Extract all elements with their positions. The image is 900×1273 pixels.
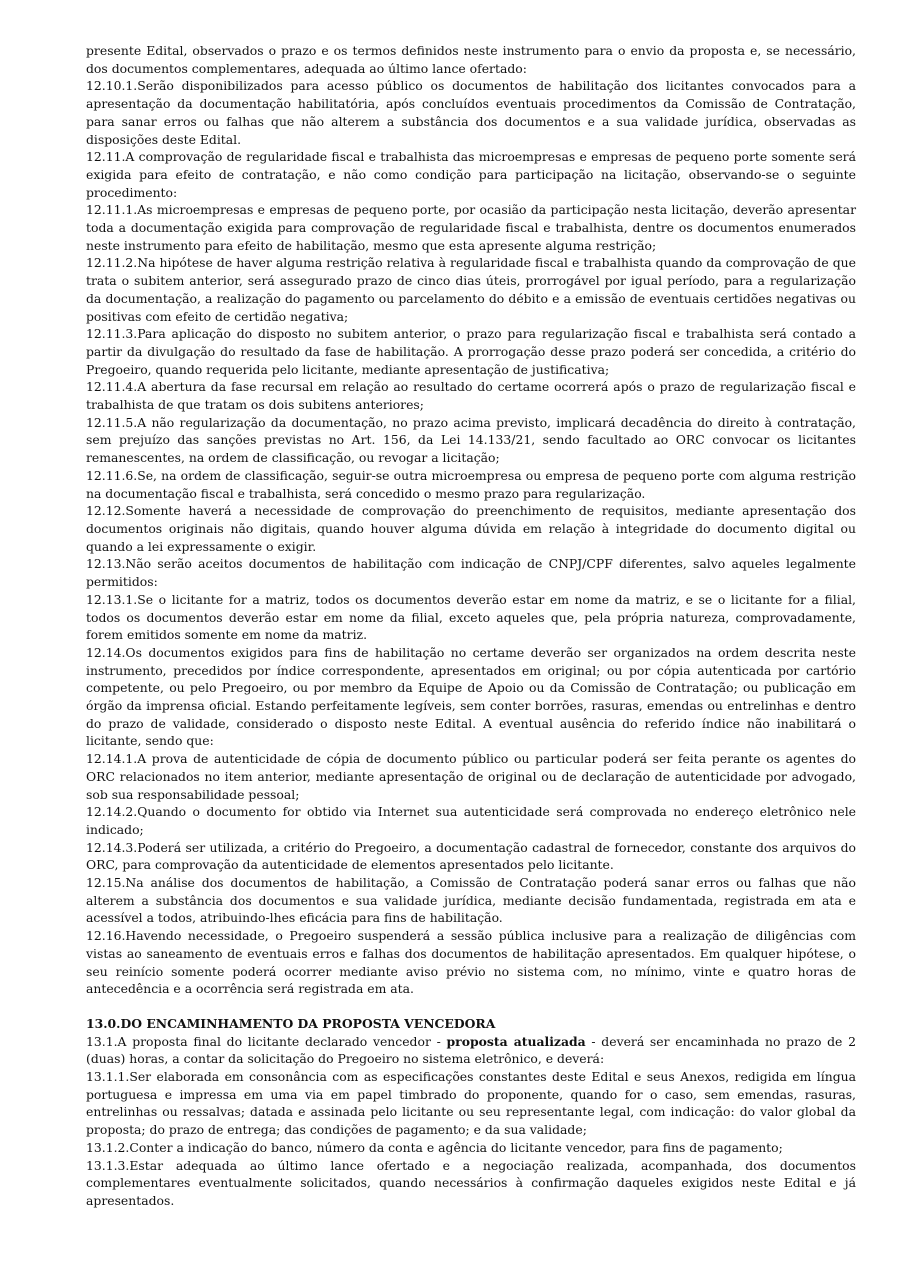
paragraph-12-11: 12.11.A comprovação de regularidade fiscal e trabalhista das microempresas e empresas de pequeno porte somente será exigida para efeito de contratação, e não como condição para participação na licitação, observando-se o seguinte procedimento: (86, 149, 856, 200)
paragraph-13-1-lead: 13.1.A proposta final do licitante declarado vencedor - (86, 1033, 447, 1049)
paragraph-12-14: 12.14.Os documentos exigidos para fins de habilitação no certame deverão ser organizados na ordem descrita neste instrumento, precedidos por índice correspondente, apresentados em original; ou por cópia autenticada por cartório competente, ou pelo Pregoeiro, ou por membro da Equipe de Apoio ou da Comissão de Contratação; ou publicação em órgão da imprensa oficial. Estando perfeitamente legíveis, sem conter borrões, rasuras, emendas ou entrelinhas e dentro do prazo de validade, considerado o disposto neste Edital. A eventual ausência do referido índice não inabilitará o licitante, sendo que: (86, 644, 856, 749)
paragraph-12-13: 12.13.Não serão aceitos documentos de habilitação com indicação de CNPJ/CPF diferentes, salvo aqueles legalmente permitidos: (86, 556, 856, 590)
paragraph-12-14-1: 12.14.1.A prova de autenticidade de cópia de documento público ou particular poderá ser feita perante os agentes do ORC relacionados no item anterior, mediante apresentação de original ou de declaração de autenticidade por advogado, sob sua responsabilidade pessoal; (86, 751, 856, 802)
paragraph-12-11-6: 12.11.6.Se, na ordem de classificação, seguir-se outra microempresa ou empresa de pequeno porte com alguma restrição na documentação fiscal e trabalhista, será concedido o mesmo prazo para regularização. (86, 467, 856, 501)
paragraph-13-1-emphasis: proposta atualizada (446, 1033, 586, 1049)
paragraph-12-10-1: 12.10.1.Serão disponibilizados para acesso público os documentos de habilitação dos licitantes convocados para a apresentação da documentação habilitatória, após concluídos eventuais procedimentos da Comissão de Contratação, para sanar erros ou falhas que não alterem a substância dos documentos e a sua validade jurídica, observadas as disposições deste Edital. (86, 78, 856, 147)
paragraph-12-13-1: 12.13.1.Se o licitante for a matriz, todos os documentos deverão estar em nome da matriz, e se o licitante for a filial, todos os documentos deverão estar em nome da filial, exceto aqueles que, pela própria natureza, comprovadamente, forem emitidos somente em nome da matriz. (86, 591, 856, 643)
paragraph-12-11-1: 12.11.1.As microempresas e empresas de pequeno porte, por ocasião da participação nesta licitação, deverão apresentar toda a documentação exigida para comprovação de regularidade fiscal e trabalhista, dentre os documentos enumerados neste instrumento para efeito de habilitação, mesmo que esta apresente alguma restrição; (86, 202, 856, 253)
paragraph-12-11-5: 12.11.5.A não regularização da documentação, no prazo acima previsto, implicará decadência do direito à contratação, sem prejuízo das sanções previstas no Art. 156, da Lei 14.133/21, sendo facultado ao ORC convocar os licitantes remanescentes, na ordem de classificação, ou revogar a licitação; (86, 414, 856, 466)
paragraph-13-1-tail: - deverá ser encaminhada no prazo de 2 (duas) horas, a contar da solicitação do Pregoeiro no sistema eletrônico, e deverá: (86, 1033, 856, 1067)
paragraph-12-16: 12.16.Havendo necessidade, o Pregoeiro suspenderá a sessão pública inclusive para a realização de diligências com vistas ao saneamento de eventuais erros e falhas dos documentos de habilitação apresentados. Em qualquer hipótese, o seu reinício somente poderá ocorrer mediante aviso prévio no sistema com, no mínimo, vinte e quatro horas de antecedência e a ocorrência será registrada em ata. (86, 928, 856, 997)
section-heading-13: 13.0.DO ENCAMINHAMENTO DA PROPOSTA VENCEDORA (86, 1015, 496, 1031)
paragraph-12-11-2: 12.11.2.Na hipótese de haver alguma restrição relativa à regularidade fiscal e trabalhista quando da comprovação de que trata o subitem anterior, será assegurado prazo de cinco dias úteis, prorrogável por igual período, para a regularização da documentação, a realização do pagamento ou parcelamento do débito e a emissão de eventuais certidões negativas ou positivas com efeito de certidão negativa; (86, 255, 856, 324)
paragraph-12-14-3: 12.14.3.Poderá ser utilizada, a critério do Pregoeiro, a documentação cadastral de fornecedor, constante dos arquivos do ORC, para comprovação da autenticidade de elementos apresentados pelo licitante. (86, 839, 856, 873)
paragraph-12-11-3: 12.11.3.Para aplicação do disposto no subitem anterior, o prazo para regularização fiscal e trabalhista será contado a partir da divulgação do resultado da fase de habilitação. A prorrogação desse prazo poderá ser concedida, a critério do Pregoeiro, quando requerida pelo licitante, mediante apresentação de justificativa; (86, 326, 856, 377)
paragraph-13-1 (86, 1033, 856, 1068)
paragraph-13-1-1: 13.1.1.Ser elaborada em consonância com as especificações constantes deste Edital e seus Anexos, redigida em língua portuguesa e impressa em uma via em papel timbrado do proponente, quando for o caso, sem emendas, rasuras, entrelinhas ou ressalvas; datada e assinada pelo licitante ou seu representante legal, com indicação: do valor global da proposta; do prazo de entrega; das condições de pagamento; e da sua validade; (86, 1069, 856, 1138)
paragraph-12-12: 12.12.Somente haverá a necessidade de comprovação do preenchimento de requisitos, mediante apresentação dos documentos originais não digitais, quando houver alguma dúvida em relação à integridade do documento digital ou quando a lei expressamente o exigir. (86, 503, 856, 554)
paragraph-12-11-4: 12.11.4.A abertura da fase recursal em relação ao resultado do certame ocorrerá após o prazo de regularização fiscal e trabalhista de que tratam os dois subitens anteriores; (86, 379, 856, 413)
paragraph-13-1-2: 13.1.2.Conter a indicação do banco, número da conta e agência do licitante vencedor, para fins de pagamento; (86, 1139, 783, 1155)
paragraph-12-14-2: 12.14.2.Quando o documento for obtido via Internet sua autenticidade será comprovada no endereço eletrônico nele indicado; (86, 804, 856, 837)
paragraph-12-15: 12.15.Na análise dos documentos de habilitação, a Comissão de Contratação poderá sanar erros ou falhas que não alterem a substância dos documentos e sua validade jurídica, mediante decisão fundamentada, registrada em ata e acessível a todos, atribuindo-lhes eficácia para fins de habilitação. (86, 875, 856, 926)
paragraph-continuation: presente Edital, observados o prazo e os termos definidos neste instrumento para o envio da proposta e, se necessário, dos documentos complementares, adequada ao último lance ofertado: (86, 43, 856, 76)
document-page (86, 42, 856, 1210)
paragraph-13-1-3: 13.1.3.Estar adequada ao último lance ofertado e a negociação realizada, acompanhada, dos documentos complementares eventualmente solicitados, quando necessários à confirmação daqueles exigidos neste Edital e já apresentados. (86, 1157, 856, 1208)
